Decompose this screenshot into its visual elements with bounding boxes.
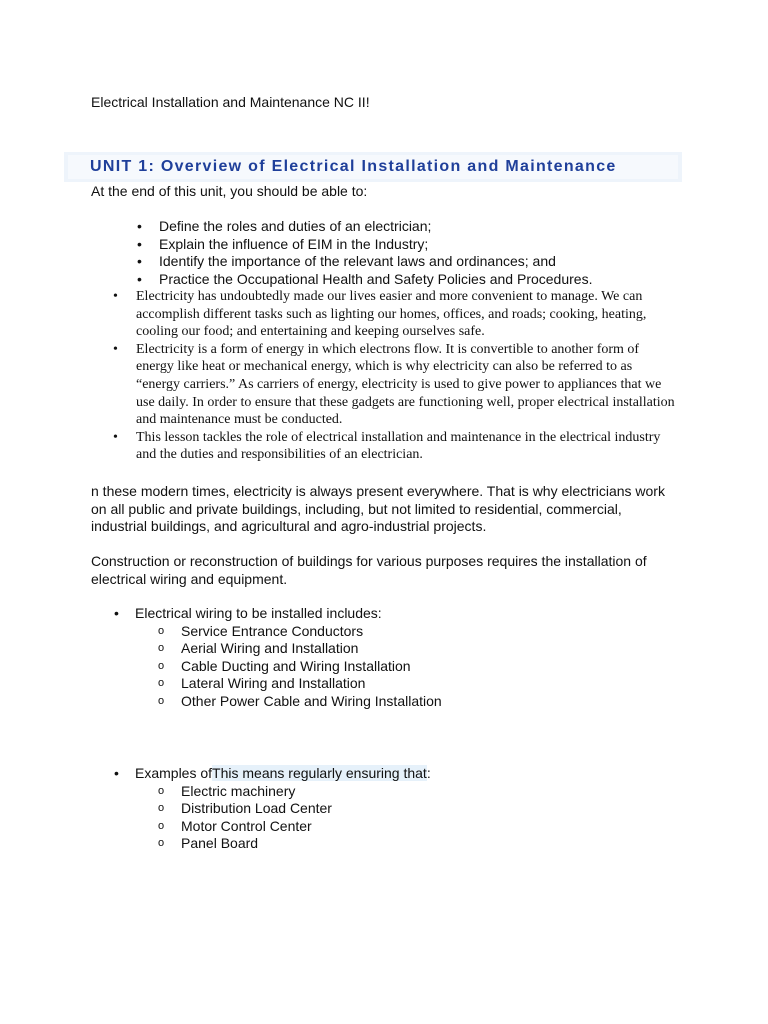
objective-item: • Practice the Occupational Health and Safety Policies and Procedures. xyxy=(136,271,696,289)
electricity-bullet: • Electricity has undoubtedly made our lives easier and more convenient to manage. We can accomplish different tasks such as lighting our homes, offices, and roads; cooking, heating, cooling our food; and entertaining and keeping ourselves safe. xyxy=(113,288,675,341)
objective-item: • Define the roles and duties of an electrician; xyxy=(136,218,696,236)
wiring-sub-item: o Cable Ducting and Wiring Installation xyxy=(158,658,673,676)
examples-sub-item: o Panel Board xyxy=(158,835,673,853)
document-title: Electrical Installation and Maintenance NC II! xyxy=(91,94,370,110)
unit-heading: UNIT 1: Overview of Electrical Installation and Maintenance xyxy=(90,158,617,175)
highlighted-text: This means regularly ensuring that xyxy=(212,765,427,781)
unit-intro: At the end of this unit, you should be able to: xyxy=(91,183,368,199)
wiring-list xyxy=(113,605,673,711)
objective-item: • Explain the influence of EIM in the Industry; xyxy=(136,236,696,254)
examples-sub-item: o Distribution Load Center xyxy=(158,800,673,818)
examples-sub-item: o Electric machinery xyxy=(158,783,673,801)
wiring-list-item xyxy=(113,605,673,711)
electricity-bullets xyxy=(113,288,675,464)
electricity-bullet: • Electricity is a form of energy in which electrons flow. It is convertible to another form of energy like heat or mechanical energy, which is why electricity can also be referred to as “energy carriers.” As carriers of energy, electricity is used to give power to appliances that we use daily. In order to ensure that these gadgets are functioning well, proper electrical installation and maintenance must be conducted. xyxy=(113,341,675,429)
wiring-sub-item: o Other Power Cable and Wiring Installation xyxy=(158,693,673,711)
wiring-sub-item: o Service Entrance Conductors xyxy=(158,623,673,641)
paragraph-modern-times: n these modern times, electricity is always present everywhere. That is why electricians work on all public and private buildings, including, but not limited to residential, commercial, industrial buildings, and agricultural and agro-industrial projects. xyxy=(91,483,665,535)
examples-label xyxy=(135,765,431,781)
examples-label-prefix: Examples of xyxy=(135,765,213,781)
examples-sub-list xyxy=(135,783,673,853)
wiring-sub-list xyxy=(135,623,673,711)
examples-list xyxy=(113,765,673,853)
paragraph-construction: Construction or reconstruction of buildings for various purposes requires the installation of electrical wiring and equipment. xyxy=(91,553,647,587)
objectives-list xyxy=(136,218,696,288)
wiring-label: Electrical wiring to be installed includes: xyxy=(135,605,382,621)
examples-list-item xyxy=(113,765,673,853)
objective-item: • Identify the importance of the relevant laws and ordinances; and xyxy=(136,253,696,271)
electricity-bullet: • This lesson tackles the role of electrical installation and maintenance in the electrical industry and the duties and responsibilities of an electrician. xyxy=(113,429,675,464)
examples-sub-item: o Motor Control Center xyxy=(158,818,673,836)
wiring-sub-item: o Aerial Wiring and Installation xyxy=(158,640,673,658)
examples-label-suffix: : xyxy=(426,765,431,781)
wiring-sub-item: o Lateral Wiring and Installation xyxy=(158,675,673,693)
